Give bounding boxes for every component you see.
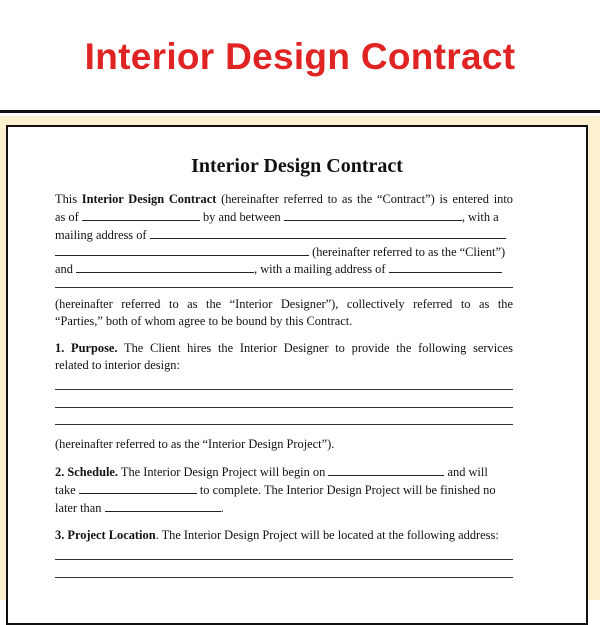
purpose-heading: 1. Purpose. — [55, 341, 118, 355]
document-frame — [0, 116, 600, 600]
location-address-line[interactable] — [55, 577, 513, 578]
intro-line-2 — [55, 209, 513, 225]
purpose-text: related to interior design: — [55, 358, 180, 372]
duration-blank[interactable] — [79, 482, 197, 494]
location-line-1 — [55, 527, 513, 543]
purpose-line-1 — [55, 340, 513, 356]
banner-title: Interior Design Contract — [84, 36, 516, 77]
contract-name: Interior Design Contract — [81, 192, 217, 206]
intro-text: “Parties,” both of whom agree to be bound by this Contract. — [55, 314, 353, 328]
intro-text: , with a mailing address of — [254, 262, 386, 276]
intro-line-5 — [55, 261, 513, 277]
purpose-text: (hereinafter referred to as the “Interior Design Project”). — [55, 437, 335, 451]
party-blank[interactable] — [284, 209, 462, 221]
date-blank[interactable] — [82, 209, 200, 221]
intro-text: as of — [55, 210, 79, 224]
designer-address-line[interactable] — [55, 287, 513, 288]
schedule-line-3 — [55, 500, 513, 516]
schedule-text: later than — [55, 501, 102, 515]
intro-line-1 — [55, 191, 513, 207]
intro-text: by and between — [202, 210, 281, 224]
intro-text: , with a — [461, 210, 499, 224]
schedule-line-2 — [55, 482, 513, 498]
client-address-blank[interactable] — [150, 227, 506, 239]
intro-text: and — [55, 262, 73, 276]
schedule-line-1 — [55, 464, 513, 480]
start-date-blank[interactable] — [328, 464, 444, 476]
designer-address-blank[interactable] — [389, 261, 502, 273]
intro-text: This — [55, 192, 82, 206]
services-line[interactable] — [55, 407, 513, 408]
intro-line-6 — [55, 296, 513, 312]
document-title: Interior Design Contract — [191, 155, 403, 177]
designer-name-blank[interactable] — [76, 261, 254, 273]
schedule-text: take — [55, 483, 76, 497]
contract-page — [6, 125, 588, 625]
location-heading: 3. Project Location — [55, 528, 156, 542]
schedule-text: . — [220, 501, 224, 515]
services-line[interactable] — [55, 424, 513, 425]
schedule-heading: 2. Schedule. — [55, 465, 118, 479]
client-name-blank[interactable] — [55, 244, 309, 256]
location-address-line[interactable] — [55, 559, 513, 560]
intro-text: (hereinafter referred to as the “Client”) — [312, 245, 506, 259]
end-date-blank[interactable] — [105, 500, 221, 512]
intro-text: (hereinafter referred to as the “Contract”) is entered into — [216, 192, 513, 206]
intro-line-4 — [55, 244, 513, 260]
purpose-text: The Client hires the Interior Designer to provide the following services — [117, 341, 513, 355]
intro-text: (hereinafter referred to as the “Interior Designer”), collectively referred to as the — [55, 297, 513, 311]
purpose-line-2 — [55, 357, 513, 373]
purpose-after — [55, 436, 513, 452]
intro-line-3 — [55, 227, 513, 243]
schedule-text: to complete. The Interior Design Project will be finished no — [199, 483, 496, 497]
schedule-text: The Interior Design Project will begin on — [118, 465, 326, 479]
services-line[interactable] — [55, 389, 513, 390]
intro-text: mailing address of — [55, 228, 147, 242]
intro-line-7 — [55, 313, 513, 329]
header-banner — [0, 0, 600, 113]
location-text: . The Interior Design Project will be located at the following address: — [155, 528, 499, 542]
schedule-text: and will — [447, 465, 488, 479]
